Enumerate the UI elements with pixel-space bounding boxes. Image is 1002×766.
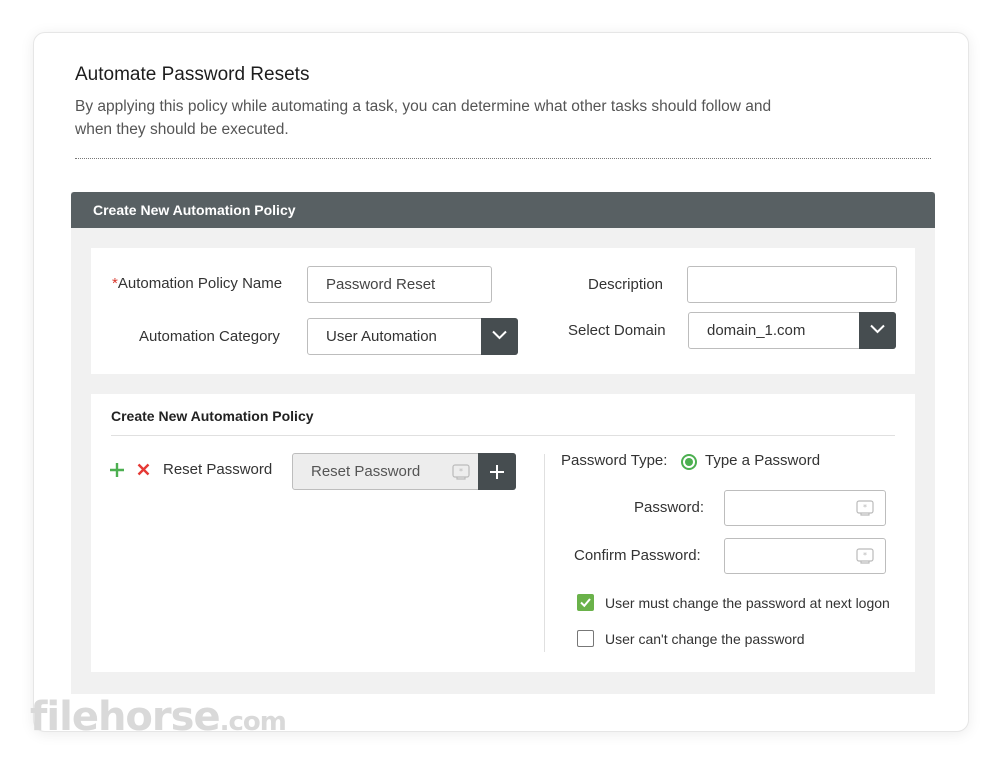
watermark-logo — [30, 694, 286, 740]
password-key-icon[interactable] — [856, 500, 874, 521]
policy-name-label-text: Automation Policy Name — [117, 275, 283, 292]
svg-text:*: * — [863, 503, 867, 512]
radio-type-password[interactable] — [681, 454, 697, 470]
add-button[interactable] — [478, 453, 516, 490]
task-label: Reset Password — [163, 461, 273, 478]
task-section-title: Create New Automation Policy — [111, 408, 314, 424]
cant-change-checkbox[interactable] — [577, 630, 594, 647]
password-input[interactable] — [724, 490, 886, 526]
watermark-text: filehorse — [30, 694, 220, 740]
domain-select[interactable] — [688, 312, 896, 349]
password-type-option: Type a Password — [705, 452, 821, 469]
policy-card — [33, 32, 969, 732]
category-label: Automation Category — [139, 328, 280, 345]
remove-icon[interactable] — [137, 463, 150, 481]
chevron-down-icon[interactable] — [481, 318, 518, 355]
confirm-password-input[interactable] — [724, 538, 886, 574]
svg-text:*: * — [459, 467, 463, 476]
policy-name-label — [112, 275, 282, 292]
reset-password-value: Reset Password — [311, 463, 421, 480]
page-title: Automate Password Resets — [75, 64, 310, 85]
checkmark-icon — [577, 594, 594, 611]
domain-label: Select Domain — [568, 322, 666, 339]
add-icon[interactable] — [109, 462, 125, 483]
domain-value: domain_1.com — [707, 322, 806, 339]
required-mark: * — [112, 275, 118, 292]
reset-password-field[interactable] — [292, 453, 516, 490]
watermark-suffix: .com — [219, 707, 286, 737]
policy-details-box — [91, 248, 915, 374]
password-key-icon — [452, 464, 470, 485]
svg-text:*: * — [863, 551, 867, 560]
password-key-icon[interactable] — [856, 548, 874, 569]
description-label: Description — [588, 276, 664, 293]
category-value: User Automation — [326, 328, 437, 345]
panel-header: Create New Automation Policy — [71, 192, 935, 228]
description-input[interactable] — [687, 266, 897, 303]
must-change-label: User must change the password at next logon — [605, 595, 890, 611]
page-description: By applying this policy while automating a task, you can determine what other tasks should follow and when they should be executed. — [75, 98, 772, 138]
column-divider — [544, 454, 545, 652]
cant-change-label: User can't change the password — [605, 631, 805, 647]
category-select[interactable] — [307, 318, 518, 355]
task-section-box — [91, 394, 915, 672]
section-divider — [111, 435, 895, 436]
policy-name-input[interactable]: Password Reset — [307, 266, 492, 303]
confirm-password-label: Confirm Password: — [574, 547, 701, 564]
must-change-checkbox[interactable] — [577, 594, 594, 611]
chevron-down-icon[interactable] — [859, 312, 896, 349]
automation-policy-panel — [71, 192, 935, 694]
password-type-label: Password Type: — [561, 452, 668, 469]
divider — [75, 158, 931, 159]
password-label: Password: — [634, 499, 705, 516]
